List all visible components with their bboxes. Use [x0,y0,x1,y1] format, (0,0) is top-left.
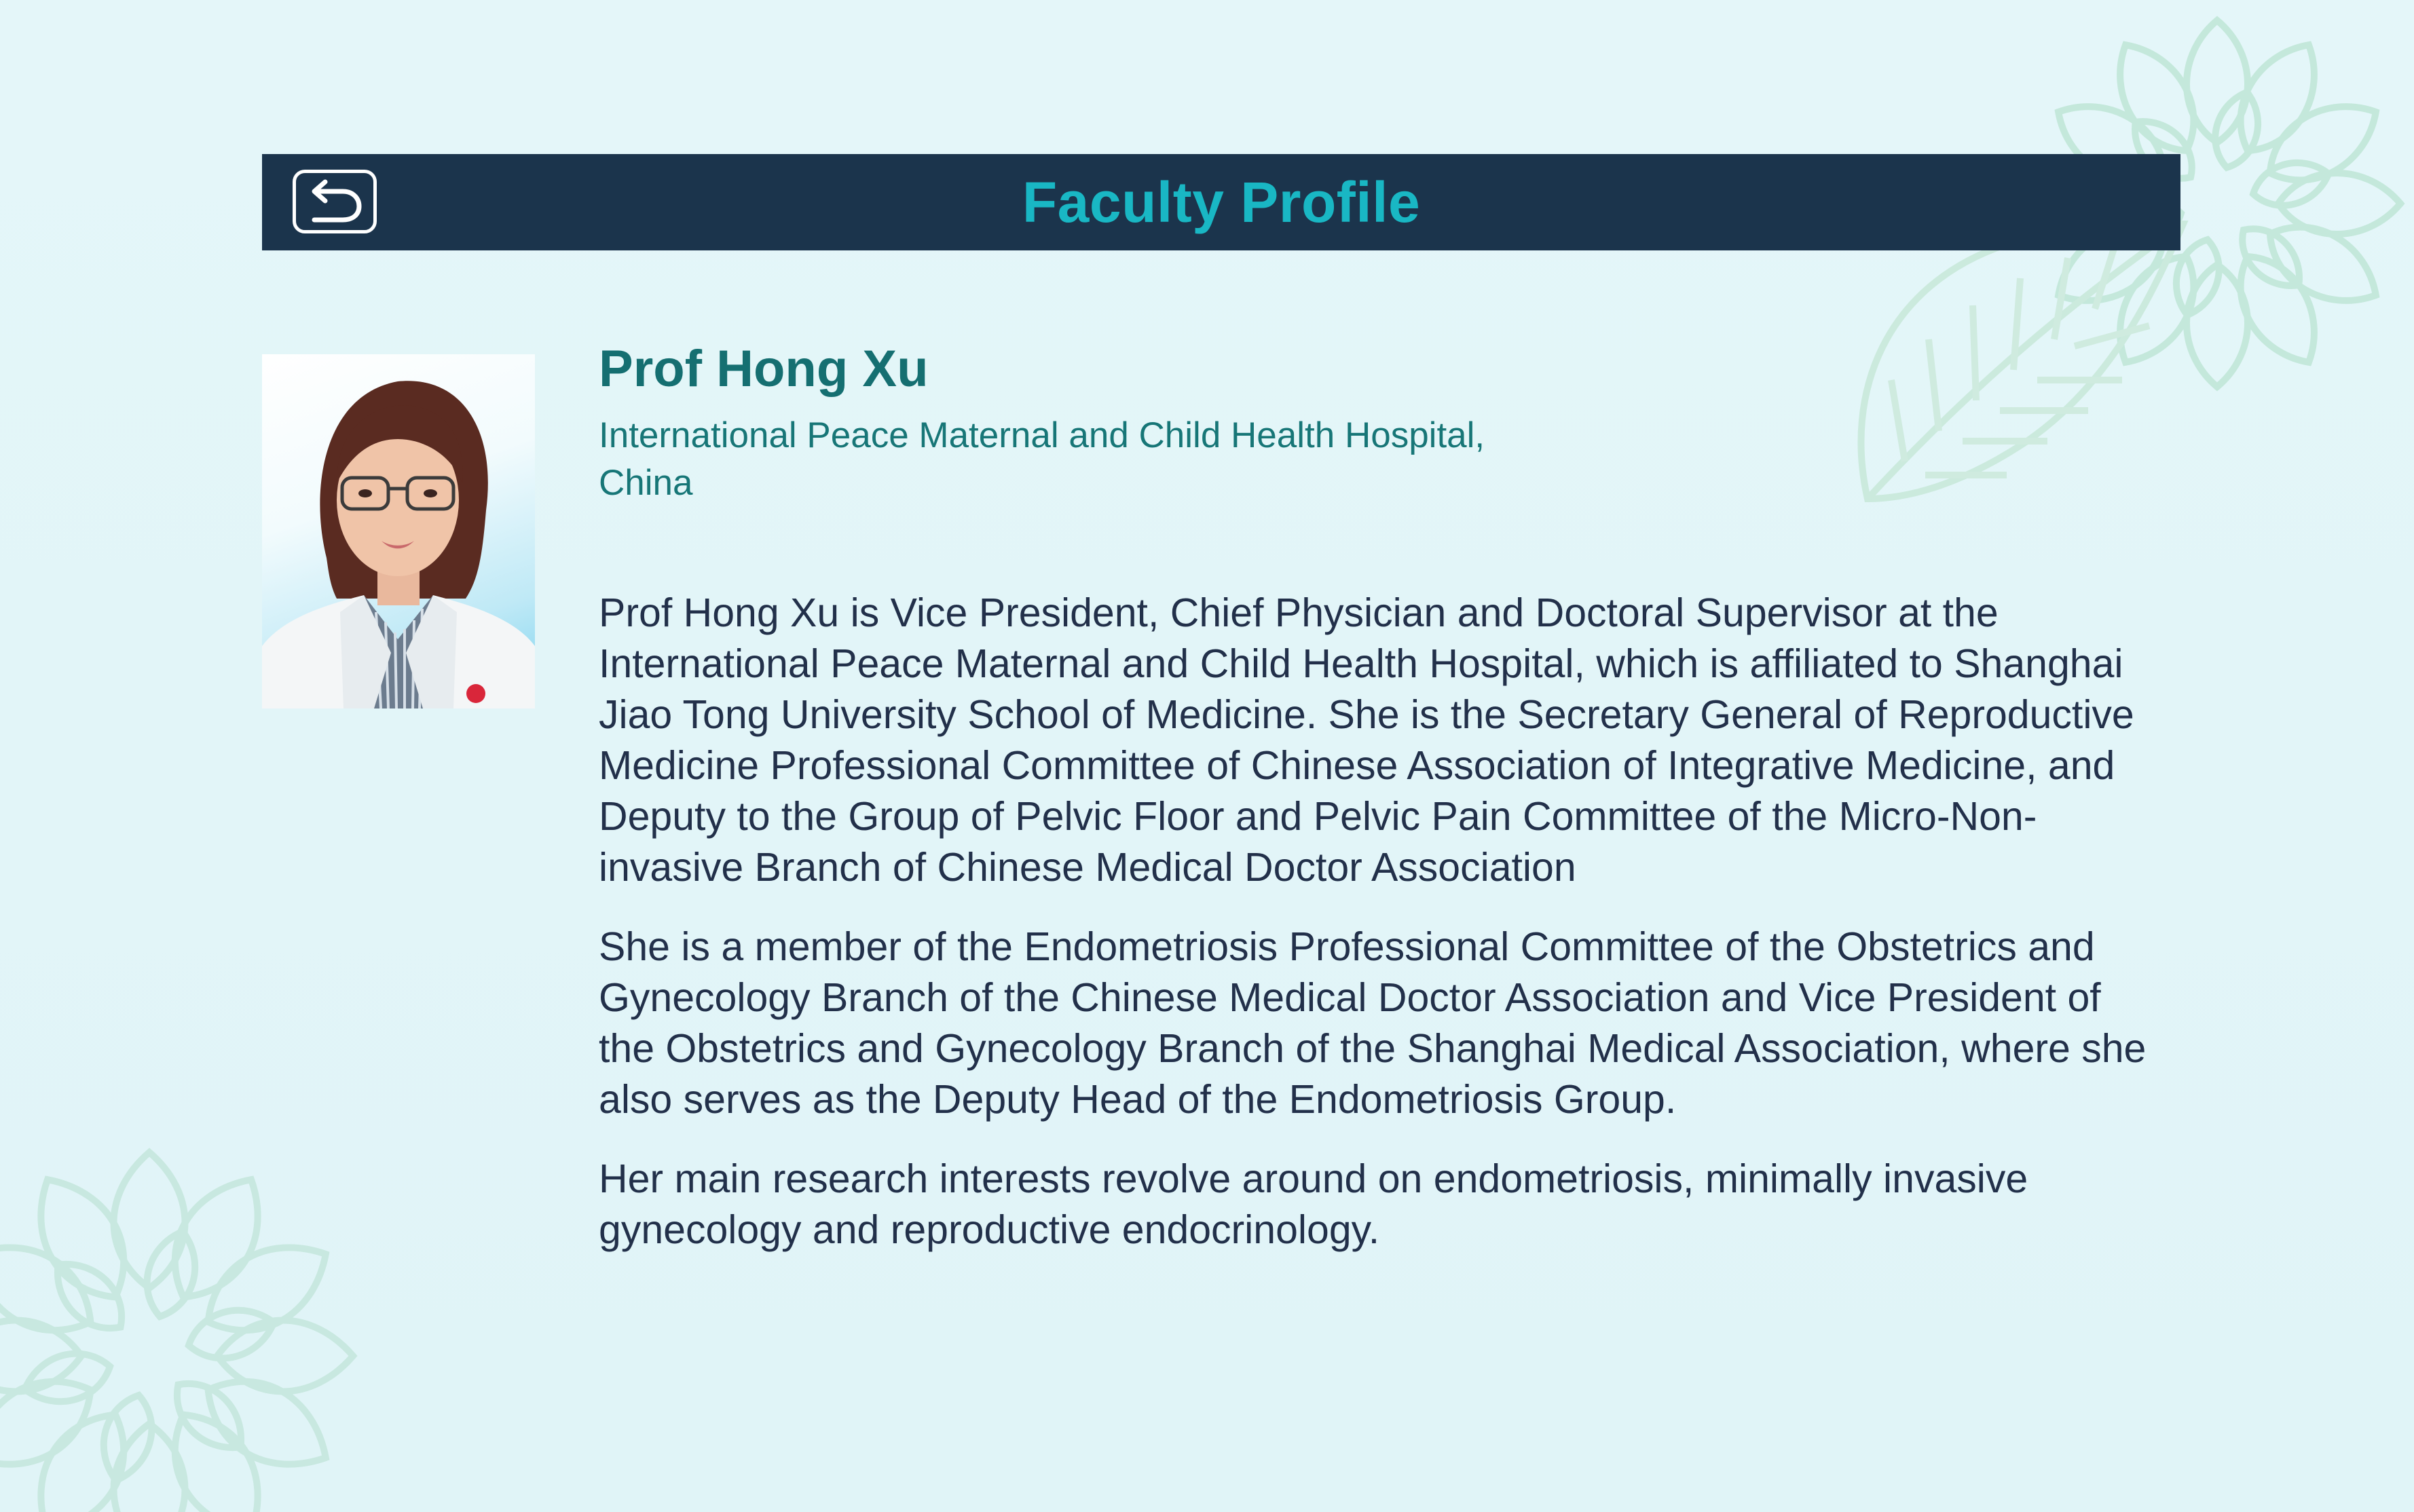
portrait-image [262,354,535,708]
bio-line: also serves as the Deputy Head of the Endometriosis Group. [599,1077,1677,1122]
faculty-biography [599,588,2228,1284]
bio-line: Prof Hong Xu is Vice President, Chief Physician and Doctoral Supervisor at the [599,590,1999,635]
faculty-name: Prof Hong Xu [599,340,929,398]
bio-paragraph [599,922,2228,1125]
bio-line: Medicine Professional Committee of Chinese Association of Integrative Medicine, and [599,743,2115,788]
floral-decoration-top-right [1803,0,2414,529]
back-button[interactable] [293,170,377,233]
floral-decoration-bottom-left [0,1037,489,1512]
header-bar [262,154,2180,250]
bio-line: Deputy to the Group of Pelvic Floor and Pelvic Pain Committee of the Micro-Non- [599,794,2037,839]
return-arrow-icon [303,178,366,225]
bio-line: Jiao Tong University School of Medicine. She is the Secretary General of Reproductive [599,692,2134,737]
bio-paragraph [599,1154,2228,1255]
bio-line: Gynecology Branch of the Chinese Medical Doctor Association and Vice President of [599,975,2101,1020]
bio-line: She is a member of the Endometriosis Professional Committee of the Obstetrics and [599,924,2095,969]
bio-line: invasive Branch of Chinese Medical Doctor Association [599,845,1576,890]
page-title: Faculty Profile [1022,170,1421,234]
bio-line: International Peace Maternal and Child Health Hospital, which is affiliated to Shanghai [599,641,2123,686]
bio-line: Her main research interests revolve around on endometriosis, minimally invasive [599,1156,2028,1201]
faculty-affiliation [599,412,1617,507]
bio-line: the Obstetrics and Gynecology Branch of the Shanghai Medical Association, where she [599,1026,2147,1071]
bio-paragraph [599,588,2228,893]
affiliation-country: China [599,463,693,503]
affiliation-line: International Peace Maternal and Child Health Hospital, [599,415,1485,455]
bio-line: gynecology and reproductive endocrinology. [599,1207,1380,1252]
faculty-photo [262,354,535,708]
